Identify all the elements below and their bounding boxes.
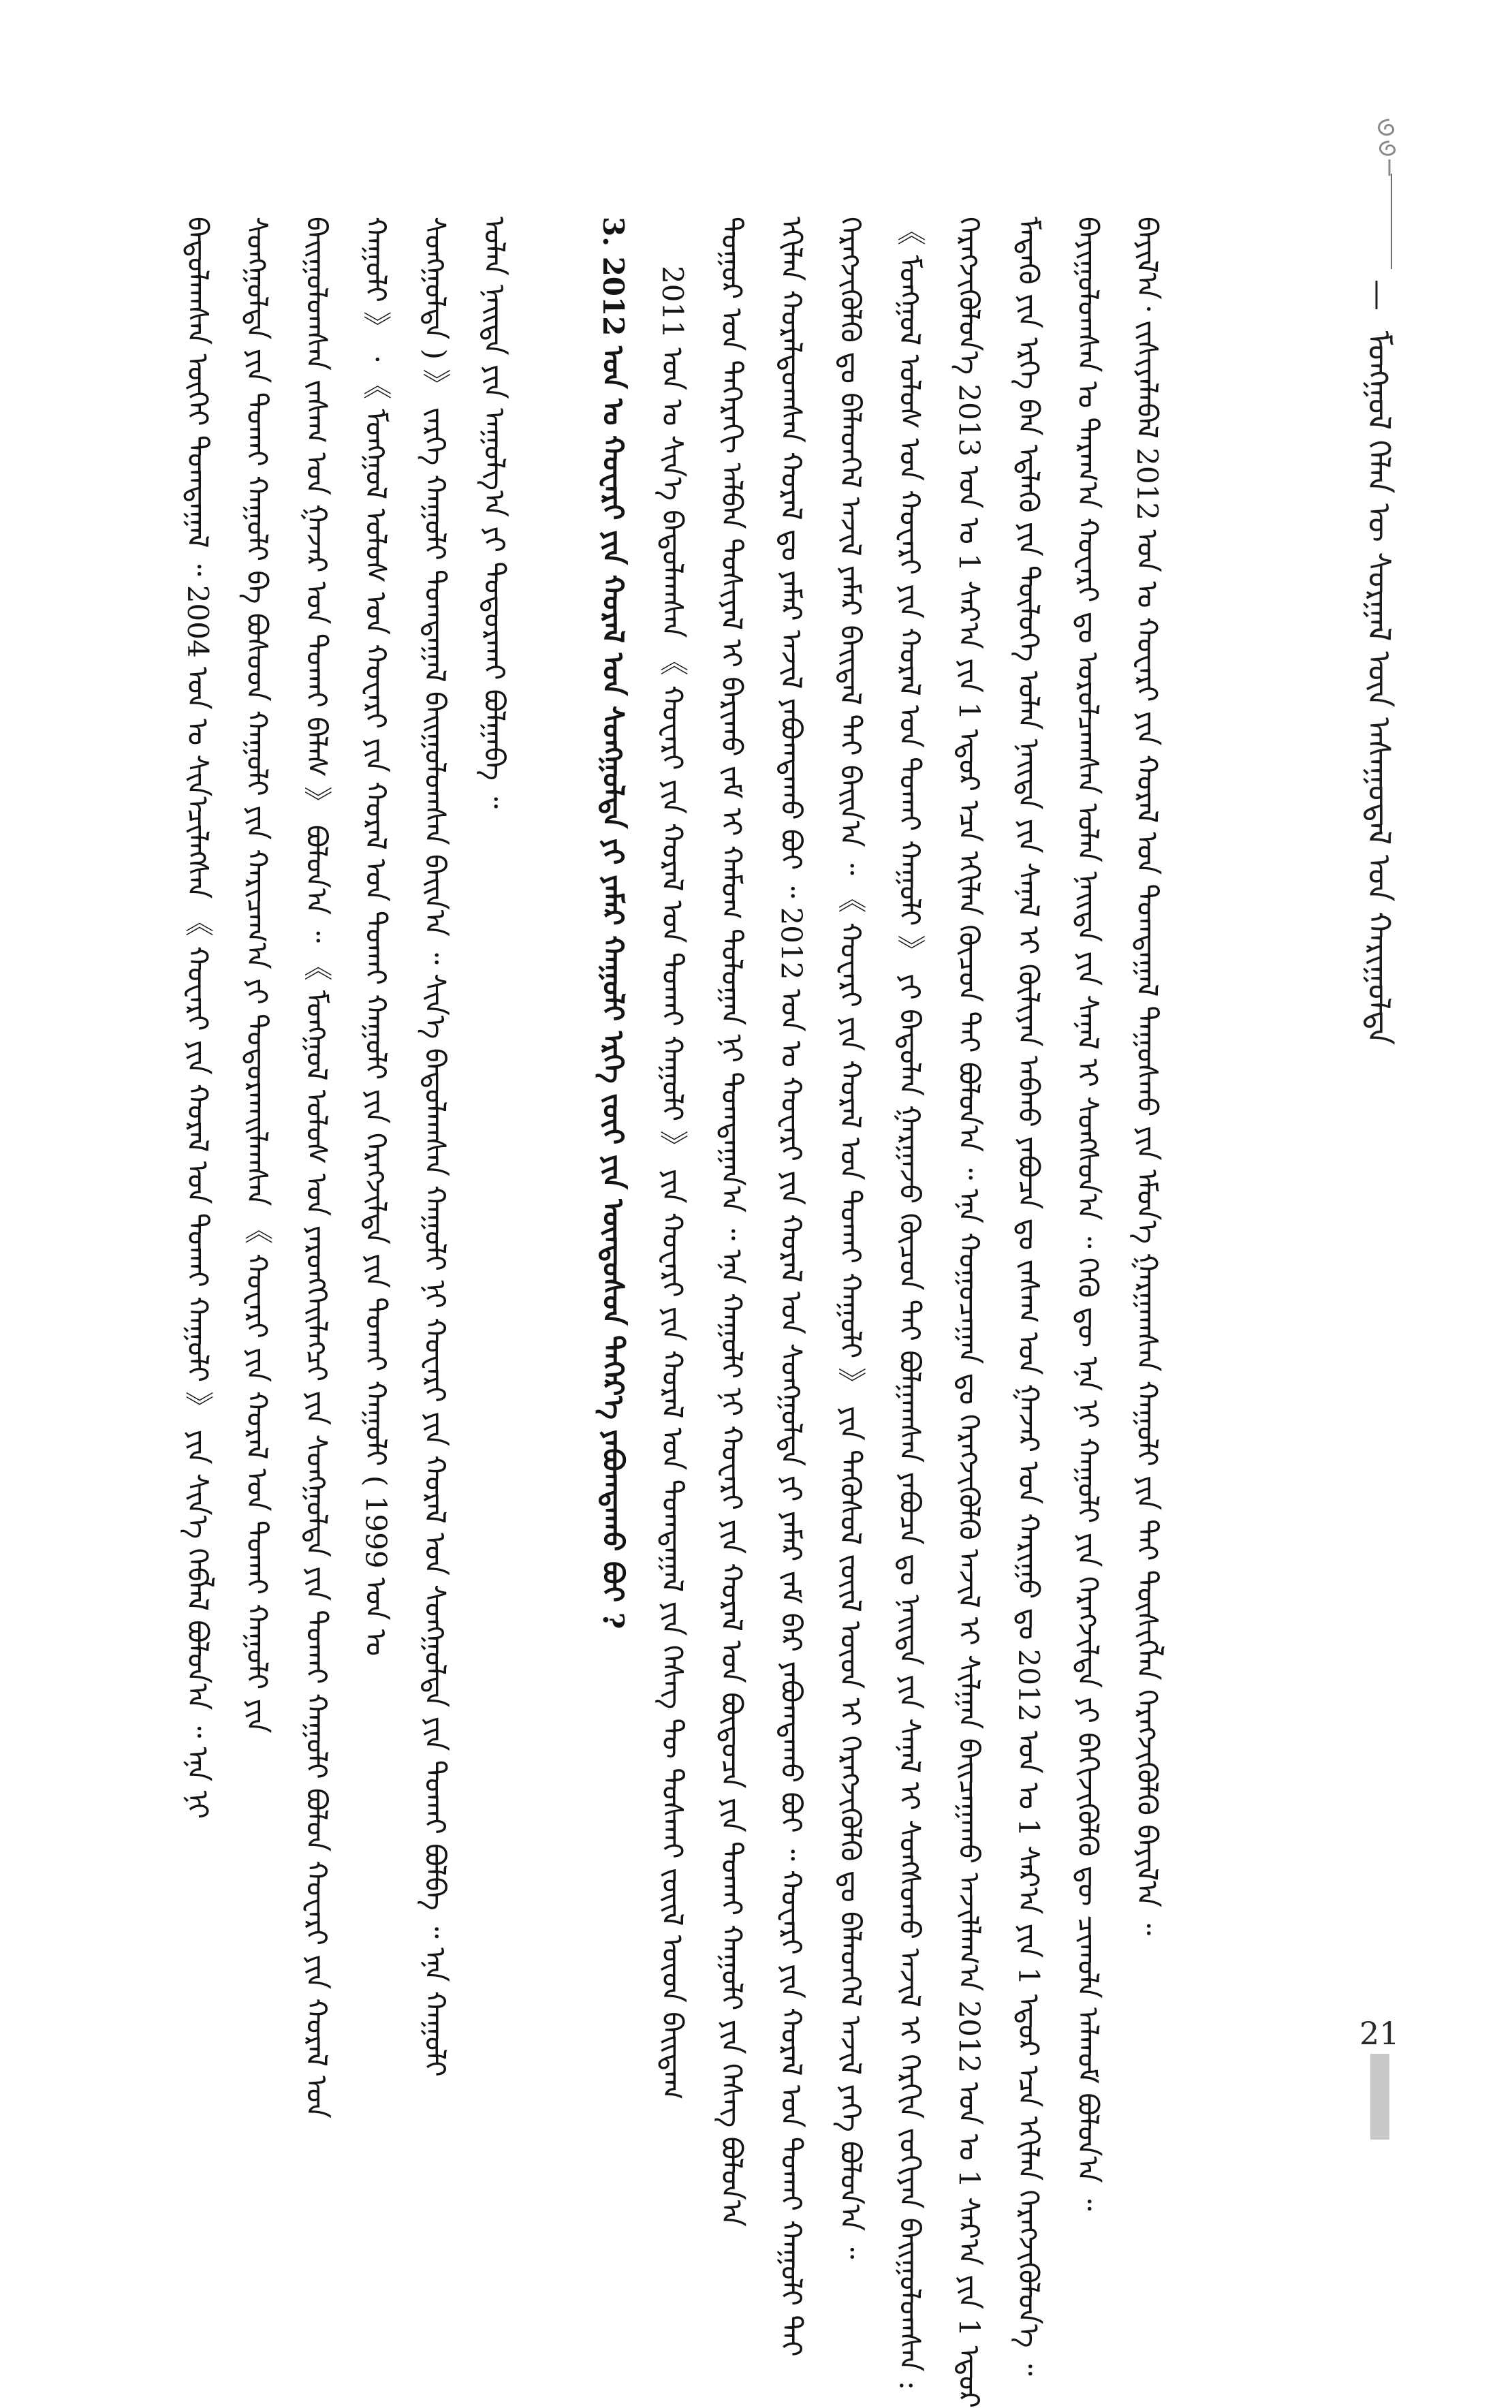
text-line: ᠬᠡᠷᠡᠭᠵᠢᠭᠦᠯᠦᠨ᠎ᠡ 2013 ᠣᠨ ᠤ 1 ᠰᠠᠷ᠎ᠠ ᠶᠢᠨ 1 ᠡᠳᠦᠷ ᠡᠴᠡ ᠡᠬᠢᠯᠡᠨ ᠬᠦᠴᠦᠨ ᠲᠡᠢ ᠪᠣᠯᠤᠨ᠎ᠠ ᠃ ᠡᠨᠡ ᠬᠤᠭᠤᠴᠠᠭᠠᠨ ᠳᠤ ᠬᠡᠷᠡᠭᠵᠢᠭᠦᠯᠬᠦ ᠠᠵᠢᠯ ᠢ ᠰᠢᠯᠭᠠᠨ ᠪᠠᠢᠴᠠᠭᠠᠬᠤ ᠠᠵᠢᠯᠯᠠᠭ᠎ᠠ 2012 ᠣᠨ ᠤ 1 ᠰᠠᠷ᠎ᠠ ᠶᠢᠨ 1 ᠡᠳᠦᠷ xyxy=(952,217,986,2408)
text-line: ᠪᠠᠢᠭᠤᠯᠤᠭᠰᠠᠨ ᠵᠠᠰᠠᠭ ᠤᠨ ᠭᠠᠵᠠᠷ ᠤᠨ ᠲᠤᠬᠠᠢ ᠪᠠᠯᠠᠰ 》 ᠪᠣᠯᠤᠨ᠎ᠠ ᠃ 《 ᠮᠣᠩᠭᠣᠯ ᠤᠯᠤᠰ ᠤᠨ ᠶᠡᠷᠦᠩᠬᠡᠢᠯᠡᠭᠴᠢ ᠶᠢᠨ ᠰᠤᠩᠭᠤᠯᠲᠠ ᠶᠢᠨ ᠲᠤᠬᠠᠢ ᠬᠠᠭᠤᠯᠢ ᠪᠣᠯᠤᠨ ᠬᠤᠸᠠᠷᠢ ᠶᠢᠨ ᠬᠤᠷᠠᠯ ᠤᠨ xyxy=(300,217,334,2118)
page-number: 21 xyxy=(1359,2015,1400,2052)
text-line: 《 ᠮᠣᠩᠭᠣᠯ ᠤᠯᠤᠰ ᠤᠨ ᠬᠤᠸᠠᠷᠢ ᠶᠢᠨ ᠬᠤᠷᠠᠯ ᠤᠨ ᠲᠤᠬᠠᠢ ᠬᠠᠭᠤᠯᠢ 》 ᠶᠢ ᠪᠠᠲᠤᠯᠠᠨ ᠭᠠᠷᠭᠠᠵᠤ ᠬᠦᠴᠦᠨ ᠲᠡᠢ ᠪᠣᠯᠭᠠᠭᠰᠠᠨ ᠶᠠᠪᠤᠴᠠ ᠳᠤ ᠨᠡᠢᠲᠡ ᠶᠢᠨ ᠰᠠᠨᠠᠯ ᠢ ᠰᠣᠩᠰᠤᠬᠤ ᠠᠵᠢᠯ ᠢ ᠬᠡᠷᠬᠢᠨ ᠵᠣᠬᠢᠶᠠᠨ ᠪᠠᠢᠭᠤᠯᠤᠭᠰᠠᠨ : xyxy=(893,217,927,2391)
text-line: ᠳᠣᠭᠤᠷ ᠤᠨ ᠳᠡᠭᠡᠷᠡᠬᠢ ᠠᠯᠪᠠᠨ ᠲᠤᠰᠢᠶᠠᠯ ᠢ ᠪᠠᠷᠢᠬᠤ ᠵᠠᠮ ᠢ ᠬᠠᠮᠤᠭ ᠳᠣᠯᠤᠭᠠᠨ ᠨᠢ ᠲᠣᠭᠲᠠᠭᠠᠨ᠎ᠠ ᠃ ᠡᠨᠡ ᠬᠠᠭᠤᠯᠢ ᠨᠢ ᠬᠤᠸᠠᠷᠢ ᠶᠢᠨ ᠬᠤᠷᠠᠯ ᠤᠨ ᠪᠦᠲᠦᠴᠡ ᠶᠢᠨ ᠲᠤᠬᠠᠢ ᠬᠠᠭᠤᠯᠢ ᠶᠢᠨ ᠬᠡᠰᠡᠭ ᠪᠣᠯᠤᠨ᠎ᠠ xyxy=(715,217,749,2227)
paragraph-gap xyxy=(535,217,573,2124)
body-text xyxy=(178,217,1166,2408)
page-edge-tab xyxy=(1370,2054,1389,2140)
text-line: ᠪᠠᠶᠢᠭᠤᠯᠤᠭᠰᠠᠨ ᠤ ᠳᠠᠷᠠᠭ᠎ᠠ ᠬᠤᠸᠠᠷᠢ ᠳᠤ ᠣᠷᠤᠯᠴᠠᠭᠰᠠᠨ ᠣᠯᠠᠨ ᠨᠡᠢᠲᠡ ᠶᠢᠨ ᠰᠠᠨᠠᠯ ᠢ ᠰᠣᠩᠰᠤᠨ᠎ᠠ ᠃ ᠭᠡᠬᠦ ᠳᠦ ᠡᠨᠡ ᠨᠢ ᠬᠠᠭᠤᠯᠢ ᠶᠢᠨ ᠬᠡᠷᠡᠭᠵᠢᠯᠲᠡ ᠶᠢ ᠪᠡᠬᠢᠵᠢᠭᠦᠯᠬᠦ ᠳᠦ ᠴᠢᠬᠤᠯᠠ ᠠᠯᠬᠤᠮ ᠪᠣᠯᠤᠨ᠎ᠠ ᠃ xyxy=(1071,217,1105,2211)
text-line: ᠰᠤᠩᠭᠤᠯᠲᠠ ) 》 ᠵᠡᠷᠭᠡ ᠬᠠᠭᠤᠯᠢ ᠲᠣᠭᠲᠠᠭᠠᠯ ᠪᠠᠢᠭᠤᠯᠤᠭᠰᠠᠨ ᠪᠠᠢᠨ᠎ᠠ ᠃ ᠰᠢᠨ᠎ᠡ ᠪᠠᠲᠤᠯᠠᠭᠰᠠᠨ ᠬᠠᠭᠤᠯᠢ ᠨᠢ ᠬᠤᠸᠠᠷᠢ ᠶᠢᠨ ᠬᠤᠷᠠᠯ ᠤᠨ ᠰᠤᠩᠭᠤᠯᠲᠠ ᠶᠢᠨ ᠲᠤᠬᠠᠢ ᠪᠣᠯᠪᠠ ᠃ ᠡᠨᠡ ᠬᠠᠭᠤᠯᠢ xyxy=(418,217,452,2077)
header-rule xyxy=(1391,174,1392,269)
header-title: ᠮᠣᠩᠭᠣᠯ ᠬᠡᠯᠡᠨ ᠦ ᠰᠤᠷᠭᠠᠯ ᠦᠨ ᠠᠰᠠᠭᠤᠳᠠᠯ ᠤᠨ ᠬᠠᠷᠢᠭᠤᠯᠲᠠ xyxy=(1361,330,1398,1046)
running-header xyxy=(1359,279,1400,1045)
text-line: ᠰᠤᠩᠭᠤᠯᠲᠠ ᠶᠢᠨ ᠲᠤᠬᠠᠢ ᠬᠠᠭᠤᠯᠢ ᠪᠠ ᠪᠤᠰᠤᠳ ᠬᠠᠭᠤᠯᠢ ᠶᠢᠨ ᠬᠠᠷᠢᠴᠠᠭ᠎ᠠ ᠶᠢ ᠲᠣᠳᠣᠷᠬᠠᠢᠯᠠᠭᠰᠠᠨ 《 ᠬᠤᠸᠠᠷᠢ ᠶᠢᠨ ᠬᠤᠷᠠᠯ ᠤᠨ ᠲᠤᠬᠠᠢ ᠬᠠᠭᠤᠯᠢ ᠶᠢᠨ xyxy=(240,217,274,1734)
text-line: ᠪᠠᠶᠢᠯ᠎ᠠ᠂ ᠵᠢᠱᠢᠶᠡᠯᠡᠪᠡᠯ 2012 ᠣᠨ ᠤ ᠬᠤᠸᠠᠷᠢ ᠶᠢᠨ ᠬᠤᠷᠠᠯ ᠤᠨ ᠲᠣᠭᠲᠠᠭᠠᠯ ᠳᠠᠭᠤᠰᠬᠤ ᠶᠢᠨ ᠡᠮᠦᠨ᠎ᠡ ᠭᠠᠷᠭᠠᠭᠰᠠᠨ ᠬᠠᠭᠤᠯᠢ ᠶᠢᠨ ᠲᠡᠢ ᠲᠦᠰᠢᠭᠯᠡᠨ ᠬᠡᠷᠡᠭᠵᠢᠭᠦᠯᠬᠦ ᠪᠠᠶᠢᠯ᠎ᠠ ᠃ xyxy=(1131,217,1164,1936)
text-line: ᠮᠡᠳᠡᠬᠦ ᠶᠢᠨ ᠡᠷᠬᠡ ᠪᠠᠨ ᠡᠳ᠋ᠯᠡᠬᠦ ᠶᠢᠨ ᠲᠥᠯᠥᠭᠡ ᠣᠯᠠᠨ ᠨᠡᠢᠲᠡ ᠶᠢᠨ ᠰᠠᠨᠠᠯ ᠢ ᠬᠦᠯᠢᠶᠡᠨ ᠠᠪᠬᠤ ᠶᠠᠪᠤᠴᠠ ᠳᠤ ᠵᠠᠰᠠᠭ ᠤᠨ ᠭᠠᠵᠠᠷ ᠤᠨ ᠬᠠᠷᠢᠭᠤ ᠳᠤ 2012 ᠣᠨ ᠤ 1 ᠰᠠᠷ᠎ᠠ ᠶᠢᠨ 1 ᠡᠳᠦᠷ ᠡᠴᠡ ᠡᠬᠢᠯᠡᠨ ᠬᠡᠷᠡᠭᠵᠢᠭᠦᠯᠦᠨ᠎ᠡ ᠃ xyxy=(1011,217,1045,2376)
text-line: ᠡᠬᠢᠯᠡᠨ ᠬᠤᠷᠠᠯᠳᠤᠭᠰᠠᠨ ᠬᠤᠷᠠᠯ ᠳᠤ ᠶᠠᠮᠠᠷ ᠠᠵᠢᠯ ᠶᠠᠪᠤᠭᠳᠠᠬᠤ ᠪᠣᠢ ᠃ 2012 ᠣᠨ ᠤ ᠬᠤᠸᠠᠷᠢ ᠶᠢᠨ ᠬᠤᠷᠠᠯ ᠤᠨ ᠰᠤᠩᠭᠤᠯᠲᠠ ᠶᠢ ᠶᠠᠮᠠᠷ ᠵᠠᠮ ᠪᠠᠷ ᠶᠠᠪᠤᠭᠳᠠᠬᠤ ᠪᠣᠢ ᠃ ᠬᠤᠸᠠᠷᠢ ᠶᠢᠨ ᠬᠤᠷᠠᠯ ᠤᠨ ᠲᠤᠬᠠᠢ ᠬᠠᠭᠤᠯᠢ ᠲᠠᠢ xyxy=(774,217,808,2357)
scroll-ornament-icon xyxy=(1369,114,1410,176)
section-heading: 3. 2012 ᠣᠨ ᠤ ᠬᠤᠸᠠᠷᠢ ᠶᠢᠨ ᠬᠤᠷᠠᠯ ᠤᠨ ᠰᠤᠩᠭᠤᠯᠲᠠ ᠶᠢ ᠶᠠᠮᠠᠷ ᠬᠠᠭᠤᠯᠢ ᠡᠷᠬᠡ ᠵᠦᠢ ᠶᠢᠨ ᠦᠨᠳᠦᠰᠦᠨ ᠳᠡᠭᠡᠷ᠎ᠡ ᠶᠠᠪᠤᠭᠳᠠᠬᠤ ᠪᠣᠢ ? xyxy=(596,217,630,1629)
text-line: 2011 ᠣᠨ ᠤ ᠰᠢᠨ᠎ᠡ ᠪᠠᠲᠤᠯᠠᠭᠰᠠᠨ 《 ᠬᠤᠸᠠᠷᠢ ᠶᠢᠨ ᠬᠤᠷᠠᠯ ᠤᠨ ᠲᠤᠬᠠᠢ ᠬᠠᠭᠤᠯᠢ 》 ᠶᠢᠨ ᠬᠤᠸᠠᠷᠢ ᠶᠢᠨ ᠬᠤᠷᠠᠯ ᠤᠨ ᠲᠣᠭᠲᠠᠭᠠᠯ ᠶᠢᠨ ᠬᠡᠰᠡᠭ ᠲᠦ ᠲᠤᠰᠬᠠᠢ ᠵᠦᠢᠯ ᠦᠳ ᠪᠠᠢᠳᠠᠭ xyxy=(656,266,689,2100)
text-line: ᠪᠠᠲᠤᠯᠠᠭᠰᠠᠨ ᠦᠭᠡᠢ ᠲᠣᠭᠲᠠᠭᠠᠯ ᠃ 2004 ᠣᠨ ᠤ ᠰᠢᠨ᠎ᠡᠴᠢᠯᠡᠭᠰᠡᠨ 《 ᠬᠤᠸᠠᠷᠢ ᠶᠢᠨ ᠬᠤᠷᠠᠯ ᠤᠨ ᠲᠤᠬᠠᠢ ᠬᠠᠭᠤᠯᠢ 》 ᠶᠢᠨ ᠰᠢᠨ᠎ᠡ ᠬᠡᠪᠯᠡᠯ ᠪᠣᠯᠤᠨ᠎ᠠ ᠃ ᠡᠨᠡ ᠨᠢ xyxy=(181,217,215,1819)
text-line: ᠬᠠᠭᠤᠯᠢ 》 ᠂ 《 ᠮᠣᠩᠭᠣᠯ ᠤᠯᠤᠰ ᠤᠨ ᠬᠤᠸᠠᠷᠢ ᠶᠢᠨ ᠬᠤᠷᠠᠯ ᠤᠨ ᠲᠤᠬᠠᠢ ᠬᠠᠭᠤᠯᠢ ᠶᠢᠨ ᠬᠡᠷᠡᠭᠵᠢᠯᠲᠡ ᠶᠢᠨ ᠲᠤᠬᠠᠢ ᠬᠠᠭᠤᠯᠢ ( 1999 ᠣᠨ ᠤ xyxy=(359,217,393,1657)
text-line: ᠣᠯᠠᠨ ᠨᠡᠢᠲᠡ ᠶᠢᠨ ᠠᠭᠤᠯᠭ᠎ᠠ ᠶᠢ ᠲᠣᠳᠣᠷᠬᠠᠢ ᠪᠣᠯᠭᠠᠪᠠ ᠃ xyxy=(477,217,511,809)
text-line: ᠬᠡᠷᠡᠭᠵᠢᠭᠦᠯᠬᠦ ᠳᠤ ᠪᠡᠯᠡᠳᠬᠡᠯ ᠠᠵᠢᠯ ᠶᠠᠮᠠᠷ ᠪᠠᠢᠳᠠᠯ ᠲᠠᠢ ᠪᠠᠢᠨ᠎ᠠ ᠃ 《 ᠬᠤᠸᠠᠷᠢ ᠶᠢᠨ ᠬᠤᠷᠠᠯ ᠤᠨ ᠲᠤᠬᠠᠢ ᠬᠠᠭᠤᠯᠢ 》 ᠶᠢᠨ ᠲᠡᠭᠦᠰᠦᠯ ᠵᠦᠢᠯ ᠦᠳ ᠢ ᠬᠡᠷᠡᠭᠵᠢᠭᠦᠯᠬᠦ ᠳᠤ ᠪᠡᠯᠡᠳᠭᠡᠯ ᠠᠵᠢᠯ ᠶᠡᠬᠡ ᠪᠣᠯᠤᠨ᠎ᠠ ᠃ xyxy=(834,217,868,2260)
header-dash: — xyxy=(1361,279,1398,311)
